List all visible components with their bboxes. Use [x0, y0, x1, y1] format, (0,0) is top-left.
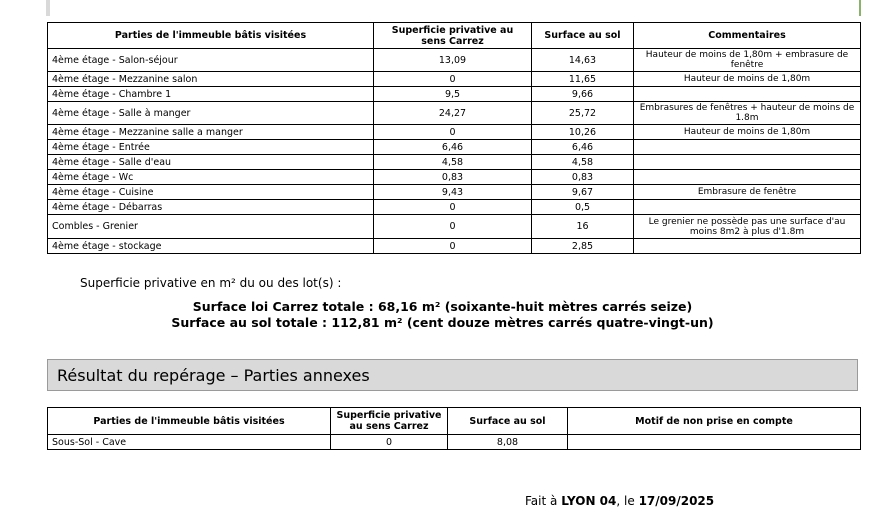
cell-carrez: 9,5: [374, 87, 532, 102]
cell-surface-sol: 11,65: [532, 72, 634, 87]
table-row: [48, 185, 861, 200]
footer-city: LYON 04: [561, 494, 617, 508]
cell-partie: 4ème étage - Salon-séjour: [48, 49, 374, 72]
cell-carrez: 4,58: [374, 155, 532, 170]
cell-commentaire: [634, 239, 861, 254]
col-header-commentaires: Commentaires: [634, 23, 861, 49]
cell-partie: 4ème étage - Entrée: [48, 140, 374, 155]
cell-partie: Sous-Sol - Cave: [48, 435, 331, 450]
cell-surface-sol: 14,63: [532, 49, 634, 72]
surfaces-table-header-row: [48, 23, 861, 49]
cell-commentaire: [634, 170, 861, 185]
cell-commentaire: Embrasures de fenêtres + hauteur de moins de 1.8m: [634, 102, 861, 125]
table-row: [48, 49, 861, 72]
cell-commentaire: Embrasure de fenêtre: [634, 185, 861, 200]
summary-intro: Superficie privative en m² du ou des lot(s) :: [80, 276, 342, 290]
cell-commentaire: Hauteur de moins de 1,80m: [634, 125, 861, 140]
table-row: [48, 239, 861, 254]
table-row: [48, 140, 861, 155]
table-row: [48, 170, 861, 185]
carrez-total: Surface loi Carrez totale : 68,16 m² (soixante-huit mètres carrés seize): [192, 299, 693, 314]
cell-carrez: 9,43: [374, 185, 532, 200]
cell-surface-sol: 0,5: [532, 200, 634, 215]
cell-carrez: 13,09: [374, 49, 532, 72]
annexes-table-header-row: [48, 408, 861, 435]
cell-commentaire: Hauteur de moins de 1,80m + embrasure de fenêtre: [634, 49, 861, 72]
cell-commentaire: [634, 87, 861, 102]
col-header-carrez: Superficie privative au sens Carrez: [374, 23, 532, 49]
cell-surface-sol: 8,08: [448, 435, 568, 450]
cell-commentaire: [634, 200, 861, 215]
table-row: [48, 155, 861, 170]
cell-partie: 4ème étage - Chambre 1: [48, 87, 374, 102]
cell-surface-sol: 2,85: [532, 239, 634, 254]
cell-surface-sol: 6,46: [532, 140, 634, 155]
cell-surface-sol: 25,72: [532, 102, 634, 125]
cell-commentaire: Le grenier ne possède pas une surface d'au moins 8m2 à plus d'1.8m: [634, 215, 861, 239]
top-page-fragment: [46, 0, 861, 16]
cell-partie: 4ème étage - Salle à manger: [48, 102, 374, 125]
col-header-motif: Motif de non prise en compte: [568, 408, 861, 435]
cell-partie: 4ème étage - Salle d'eau: [48, 155, 374, 170]
cell-partie: 4ème étage - Cuisine: [48, 185, 374, 200]
cell-partie: 4ème étage - Mezzanine salle a manger: [48, 125, 374, 140]
cell-partie: 4ème étage - Débarras: [48, 200, 374, 215]
section-title: Résultat du repérage – Parties annexes: [47, 359, 858, 391]
cell-motif: [568, 435, 861, 450]
annexes-table: [47, 407, 861, 450]
surfaces-table: [47, 22, 861, 254]
cell-surface-sol: 0,83: [532, 170, 634, 185]
cell-commentaire: [634, 155, 861, 170]
cell-carrez: 0: [374, 239, 532, 254]
cell-surface-sol: 9,66: [532, 87, 634, 102]
col-header-parties: Parties de l'immeuble bâtis visitées: [48, 23, 374, 49]
table-row: [48, 200, 861, 215]
cell-carrez: 24,27: [374, 102, 532, 125]
col-header-parties: Parties de l'immeuble bâtis visitées: [48, 408, 331, 435]
cell-partie: 4ème étage - Mezzanine salon: [48, 72, 374, 87]
cell-partie: Combles - Grenier: [48, 215, 374, 239]
cell-surface-sol: 16: [532, 215, 634, 239]
footer-signature-line: [525, 494, 714, 508]
table-row: [48, 435, 861, 450]
footer-sep: , le: [616, 494, 635, 508]
footer-date: 17/09/2025: [638, 494, 715, 508]
table-row: [48, 215, 861, 239]
table-row: [48, 102, 861, 125]
cell-carrez: 0: [331, 435, 448, 450]
cell-partie: 4ème étage - stockage: [48, 239, 374, 254]
cell-partie: 4ème étage - Wc: [48, 170, 374, 185]
table-row: [48, 87, 861, 102]
top-fragment-right-mark: [859, 0, 861, 16]
top-fragment-left-mark: [46, 0, 50, 16]
col-header-surface-sol: Surface au sol: [532, 23, 634, 49]
cell-carrez: 6,46: [374, 140, 532, 155]
col-header-carrez: Superficie privative au sens Carrez: [331, 408, 448, 435]
cell-carrez: 0: [374, 72, 532, 87]
cell-surface-sol: 4,58: [532, 155, 634, 170]
cell-surface-sol: 10,26: [532, 125, 634, 140]
cell-carrez: 0: [374, 125, 532, 140]
table-row: [48, 125, 861, 140]
cell-carrez: 0: [374, 215, 532, 239]
cell-carrez: 0: [374, 200, 532, 215]
cell-commentaire: [634, 140, 861, 155]
sol-total: Surface au sol totale : 112,81 m² (cent douze mètres carrés quatre-vingt-un): [171, 315, 714, 330]
table-row: [48, 72, 861, 87]
footer-prefix: Fait à: [525, 494, 558, 508]
cell-commentaire: Hauteur de moins de 1,80m: [634, 72, 861, 87]
cell-surface-sol: 9,67: [532, 185, 634, 200]
cell-carrez: 0,83: [374, 170, 532, 185]
col-header-surface-sol: Surface au sol: [448, 408, 568, 435]
